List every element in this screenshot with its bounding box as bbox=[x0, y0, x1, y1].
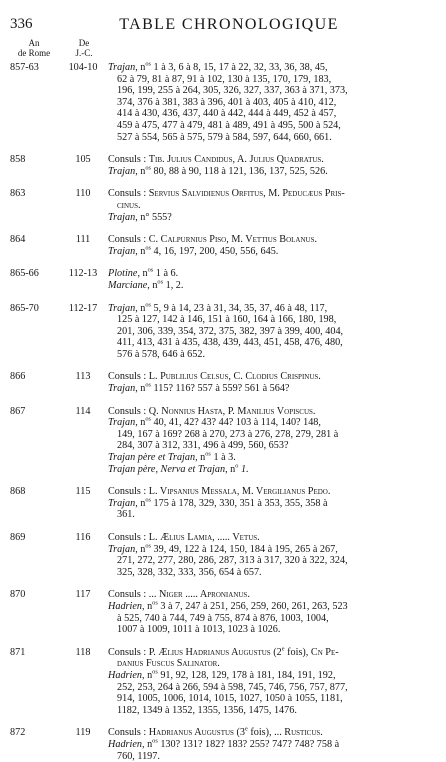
year-rome: 864 bbox=[10, 234, 58, 246]
text-segment: , n bbox=[142, 670, 152, 681]
text-segment: 4, 16, 197, 200, 450, 556, 645. bbox=[151, 246, 278, 257]
entry-text bbox=[108, 647, 432, 717]
text-segment: Consuls : bbox=[108, 371, 149, 382]
entry-text bbox=[108, 727, 432, 762]
text-segment: Plotine bbox=[108, 268, 137, 279]
text-segment: Trajan bbox=[108, 544, 135, 555]
text-segment: 414 à 430, 436, 437, 440 à 442, 444 à 449, 452 à 457, bbox=[117, 108, 336, 119]
text-segment: Trajan bbox=[108, 417, 135, 428]
entry-line bbox=[108, 739, 432, 751]
year-rome: 871 bbox=[10, 647, 58, 659]
entry-line bbox=[108, 751, 432, 762]
year-jc: 104-10 bbox=[58, 62, 108, 74]
year-rome: 870 bbox=[10, 589, 58, 601]
text-segment: Consuls : bbox=[108, 532, 149, 543]
chronology-entry bbox=[10, 371, 432, 394]
entry-line bbox=[108, 120, 432, 132]
entry-line bbox=[108, 132, 432, 144]
entry-text bbox=[108, 234, 432, 257]
year-rome: 858 bbox=[10, 154, 58, 166]
text-segment: 411, 413, 431 à 435, 438, 439, 443, 451, 458, 476, 480, bbox=[117, 337, 343, 348]
text-segment: Consuls : bbox=[108, 589, 149, 600]
year-jc: 117 bbox=[58, 589, 108, 601]
text-segment: e bbox=[282, 645, 285, 652]
chronology-entry bbox=[10, 268, 432, 291]
text-segment: os bbox=[145, 61, 151, 68]
text-segment: Servius Salvidienus Orfitus, M. Peducæus Pris- bbox=[149, 188, 345, 199]
text-segment: 374, 376 à 381, 383 à 396, 401 à 403, 405 à 410, 412, bbox=[117, 97, 336, 108]
year-rome: 868 bbox=[10, 486, 58, 498]
year-jc: 114 bbox=[58, 406, 108, 418]
text-segment: Trajan bbox=[108, 212, 135, 223]
entry-line bbox=[108, 326, 432, 338]
text-segment: 5, 9 à 14, 23 à 31, 34, 35, 37, 46 à 48, 117, bbox=[151, 303, 327, 314]
column-header-an-rome bbox=[12, 38, 56, 58]
year-rome: 866 bbox=[10, 371, 58, 383]
text-segment: Trajan bbox=[108, 383, 135, 394]
text-segment: 1. bbox=[241, 464, 249, 475]
column-header-an-rome-line: An bbox=[12, 38, 56, 48]
text-segment: P. Ælius Hadrianus Augustus bbox=[149, 647, 271, 658]
text-segment: os bbox=[152, 600, 158, 607]
column-header-de-jc-line: De bbox=[62, 38, 106, 48]
text-segment: Marciane bbox=[108, 280, 147, 291]
text-segment: cinus. bbox=[117, 200, 141, 211]
text-segment: os bbox=[145, 542, 151, 549]
text-segment: os bbox=[145, 164, 151, 171]
text-segment: , n bbox=[135, 246, 145, 257]
text-segment: 252, 253, 264 à 266, 594 à 598, 745, 746, 756, 757, 877, bbox=[117, 682, 348, 693]
text-segment: 1 à 3, 6 à 8, 15, 17 à 22, 32, 33, 36, 38, 45, bbox=[151, 62, 328, 73]
text-segment: Hadrien bbox=[108, 739, 142, 750]
entry-line bbox=[108, 62, 432, 74]
year-jc: 116 bbox=[58, 532, 108, 544]
entry-line bbox=[108, 97, 432, 109]
text-segment: 1007 à 1009, 1011 à 1013, 1023 à 1026. bbox=[117, 624, 280, 635]
entry-line bbox=[108, 154, 432, 166]
page-number: 336 bbox=[10, 16, 33, 33]
text-segment: C. Calpurnius Piso, M. Vettius Bolanus. bbox=[149, 234, 317, 245]
year-jc: 110 bbox=[58, 188, 108, 200]
text-segment: , n° 555? bbox=[135, 212, 172, 223]
text-segment: os bbox=[152, 669, 158, 676]
entry-line bbox=[108, 212, 432, 224]
entry-line bbox=[108, 280, 432, 292]
text-segment: Consuls : bbox=[108, 154, 149, 165]
entry-line bbox=[108, 693, 432, 705]
entry-text bbox=[108, 371, 432, 394]
text-segment: os bbox=[157, 279, 163, 286]
year-rome: 867 bbox=[10, 406, 58, 418]
year-rome: 869 bbox=[10, 532, 58, 544]
text-segment: Trajan bbox=[108, 303, 135, 314]
text-segment: 325, 328, 332, 333, 356, 654 à 657. bbox=[117, 567, 262, 578]
text-segment: 527 à 554, 565 à 575, 579 à 584, 597, 644, 660, 661. bbox=[117, 132, 332, 143]
text-segment: 80, 88 à 90, 118 à 121, 136, 137, 525, 526. bbox=[151, 166, 328, 177]
text-segment: os bbox=[145, 496, 151, 503]
entry-line bbox=[108, 200, 432, 212]
text-segment: 125 à 127, 142 à 146, 151 à 160, 164 à 166, 180, 198, bbox=[117, 314, 336, 325]
text-segment: L. Publilius Celsus, C. Clodius Crispinus. bbox=[149, 371, 321, 382]
page-header bbox=[10, 16, 432, 38]
text-segment: , n bbox=[135, 166, 145, 177]
year-rome: 865-66 bbox=[10, 268, 58, 280]
page-title: TABLE CHRONOLOGIQUE bbox=[10, 16, 432, 34]
entry-line bbox=[108, 349, 432, 361]
column-header-de-jc bbox=[62, 38, 106, 58]
entry-line bbox=[108, 406, 432, 418]
chronology-entry bbox=[10, 727, 432, 762]
year-rome: 857-63 bbox=[10, 62, 58, 74]
chronology-entry bbox=[10, 154, 432, 177]
text-segment: 284, 307 à 312, 331, 496 à 499, 560, 653? bbox=[117, 440, 288, 451]
text-segment: os bbox=[145, 301, 151, 308]
text-segment: Hadrianus Augustus bbox=[149, 727, 234, 738]
text-segment: 1182, 1349 à 1352, 1355, 1356, 1475, 1476. bbox=[117, 705, 297, 716]
text-segment: 91, 92, 128, 129, 178 à 181, 184, 191, 192, bbox=[158, 670, 336, 681]
text-segment: Q. Nonnius Hasta, P. Manilius Vopiscus. bbox=[149, 406, 316, 417]
text-segment: Hadrien bbox=[108, 601, 142, 612]
year-jc: 112-17 bbox=[58, 303, 108, 315]
entry-line bbox=[108, 303, 432, 315]
year-rome: 865-70 bbox=[10, 303, 58, 315]
chronology-entry bbox=[10, 234, 432, 257]
text-segment: , n bbox=[147, 280, 157, 291]
entry-line bbox=[108, 670, 432, 682]
text-segment: os bbox=[152, 738, 158, 745]
entry-line bbox=[108, 85, 432, 97]
text-segment: , n bbox=[135, 544, 145, 555]
entry-line bbox=[108, 464, 432, 476]
entry-line bbox=[108, 371, 432, 383]
text-segment: L. Vipsanius Messala, M. Vergilianus Pedo. bbox=[149, 486, 331, 497]
chronology-entry bbox=[10, 406, 432, 476]
text-segment: (3 bbox=[234, 727, 245, 738]
text-segment: Tib. Julius Candidus, A. Julius Quadratus. bbox=[149, 154, 324, 165]
text-segment: Trajan père et Trajan bbox=[108, 452, 195, 463]
text-segment: (2 bbox=[271, 647, 282, 658]
entry-line bbox=[108, 498, 432, 510]
text-segment: os bbox=[145, 244, 151, 251]
text-segment: 1 à 3. bbox=[211, 452, 236, 463]
entry-text bbox=[108, 589, 432, 635]
text-segment: 115? 116? 557 à 559? 561 à 564? bbox=[151, 383, 289, 394]
text-segment: Consuls : bbox=[108, 234, 149, 245]
text-segment: 760, 1197. bbox=[117, 751, 160, 762]
column-headers bbox=[10, 38, 432, 62]
text-segment: os bbox=[205, 451, 211, 458]
chronology-entry bbox=[10, 589, 432, 635]
text-segment: 130? 131? 182? 183? 255? 747? 748? 758 à bbox=[158, 739, 339, 750]
chronology-entries bbox=[10, 62, 432, 762]
text-segment: ... Niger ..... Apronianus. bbox=[149, 589, 250, 600]
text-segment: , n bbox=[225, 464, 235, 475]
entry-line bbox=[108, 383, 432, 395]
column-header-de-jc-line: J.-C. bbox=[62, 48, 106, 58]
entry-line bbox=[108, 188, 432, 200]
text-segment: Consuls : bbox=[108, 727, 149, 738]
entry-text bbox=[108, 154, 432, 177]
entry-line bbox=[108, 314, 432, 326]
text-segment: os bbox=[148, 267, 154, 274]
year-rome: 863 bbox=[10, 188, 58, 200]
text-segment: 361. bbox=[117, 509, 135, 520]
text-segment: 914, 1005, 1006, 1014, 1015, 1027, 1050 à 1055, 1181, bbox=[117, 693, 343, 704]
text-segment: Consuls : bbox=[108, 647, 149, 658]
text-segment: e bbox=[245, 726, 248, 733]
text-segment: , n bbox=[135, 383, 145, 394]
entry-text bbox=[108, 268, 432, 291]
text-segment: 576 à 578, 646 à 652. bbox=[117, 349, 205, 360]
text-segment: 39, 49, 122 à 124, 150, 184 à 195, 265 à 267, bbox=[151, 544, 338, 555]
chronology-entry bbox=[10, 303, 432, 361]
entry-text bbox=[108, 188, 432, 223]
text-segment: Trajan père, Nerva et Trajan bbox=[108, 464, 225, 475]
text-segment: Trajan bbox=[108, 166, 135, 177]
text-segment: 459 à 475, 477 à 479, 481 à 489, 491 à 495, 500 à 524, bbox=[117, 120, 341, 131]
entry-line bbox=[108, 166, 432, 178]
text-segment: Trajan bbox=[108, 246, 135, 257]
text-segment: 40, 41, 42? 43? 44? 103 à 114, 140? 148, bbox=[151, 417, 321, 428]
entry-line bbox=[108, 440, 432, 452]
entry-line bbox=[108, 429, 432, 441]
text-segment: , n bbox=[135, 303, 145, 314]
text-segment: ... Rusticus. bbox=[274, 727, 323, 738]
text-segment: Trajan bbox=[108, 62, 135, 73]
year-rome: 872 bbox=[10, 727, 58, 739]
text-segment: 3 à 7, 247 à 251, 256, 259, 260, 261, 263, 523 bbox=[158, 601, 348, 612]
text-segment: 271, 272, 277, 280, 286, 287, 313 à 317, 320 à 322, 324, bbox=[117, 555, 348, 566]
text-segment: Hadrien bbox=[108, 670, 142, 681]
text-segment: Consuls : bbox=[108, 406, 149, 417]
entry-line bbox=[108, 682, 432, 694]
chronology-entry bbox=[10, 532, 432, 578]
text-segment: 175 à 178, 329, 330, 351 à 353, 355, 358 à bbox=[151, 498, 328, 509]
column-header-an-rome-line: de Rome bbox=[12, 48, 56, 58]
text-segment: , n bbox=[142, 601, 152, 612]
year-jc: 105 bbox=[58, 154, 108, 166]
text-segment: , n bbox=[137, 268, 147, 279]
text-segment: 1, 2. bbox=[163, 280, 183, 291]
entry-text bbox=[108, 486, 432, 521]
text-segment: Trajan bbox=[108, 498, 135, 509]
text-segment: 196, 199, 255 à 264, 305, 326, 327, 337, 363 à 371, 373, bbox=[117, 85, 348, 96]
year-jc: 118 bbox=[58, 647, 108, 659]
entry-line bbox=[108, 417, 432, 429]
entry-line bbox=[108, 234, 432, 246]
entry-line bbox=[108, 705, 432, 717]
text-segment: , n bbox=[135, 498, 145, 509]
text-segment: Consuls : bbox=[108, 188, 149, 199]
text-segment: , n bbox=[142, 739, 152, 750]
entry-line bbox=[108, 601, 432, 613]
entry-line bbox=[108, 532, 432, 544]
entry-line bbox=[108, 246, 432, 258]
chronology-entry bbox=[10, 188, 432, 223]
text-segment: à 525, 740 à 744, 749 à 755, 874 à 876, 1003, 1004, bbox=[117, 613, 329, 624]
entry-line bbox=[108, 544, 432, 556]
entry-line bbox=[108, 486, 432, 498]
entry-text bbox=[108, 406, 432, 476]
text-segment: , n bbox=[195, 452, 205, 463]
text-segment: 1 à 6. bbox=[153, 268, 178, 279]
chronology-entry bbox=[10, 486, 432, 521]
chronology-entry bbox=[10, 647, 432, 717]
entry-line bbox=[108, 74, 432, 86]
text-segment: L. Ælius Lamia, ..... Vetus. bbox=[149, 532, 260, 543]
text-segment: fois), bbox=[248, 727, 274, 738]
year-jc: 119 bbox=[58, 727, 108, 739]
entry-line bbox=[108, 509, 432, 521]
text-segment: danius Fuscus Salinator. bbox=[117, 658, 220, 669]
entry-text bbox=[108, 62, 432, 143]
text-segment: 149, 167 à 169? 268 à 270, 273 à 276, 278, 279, 281 à bbox=[117, 429, 338, 440]
text-segment: , n bbox=[135, 417, 145, 428]
year-jc: 111 bbox=[58, 234, 108, 246]
entry-line bbox=[108, 624, 432, 636]
entry-line bbox=[108, 555, 432, 567]
text-segment: fois), bbox=[285, 647, 311, 658]
text-segment: 62 à 79, 81 à 87, 91 à 102, 130 à 135, 170, 179, 183, bbox=[117, 74, 331, 85]
entry-line bbox=[108, 452, 432, 464]
text-segment: os bbox=[145, 382, 151, 389]
chronology-entry bbox=[10, 62, 432, 143]
entry-text bbox=[108, 532, 432, 578]
text-segment: 201, 306, 339, 354, 372, 375, 382, 397 à 399, 400, 404, bbox=[117, 326, 343, 337]
entry-line bbox=[108, 108, 432, 120]
text-segment: , n bbox=[135, 62, 145, 73]
entry-line bbox=[108, 647, 432, 659]
text-segment: os bbox=[145, 416, 151, 423]
year-jc: 112-13 bbox=[58, 268, 108, 280]
text-segment: Consuls : bbox=[108, 486, 149, 497]
entry-line bbox=[108, 613, 432, 625]
entry-line bbox=[108, 337, 432, 349]
entry-text bbox=[108, 303, 432, 361]
entry-line bbox=[108, 567, 432, 579]
year-jc: 113 bbox=[58, 371, 108, 383]
text-segment: o bbox=[235, 462, 238, 469]
text-segment: Cn Pe- bbox=[311, 647, 339, 658]
year-jc: 115 bbox=[58, 486, 108, 498]
